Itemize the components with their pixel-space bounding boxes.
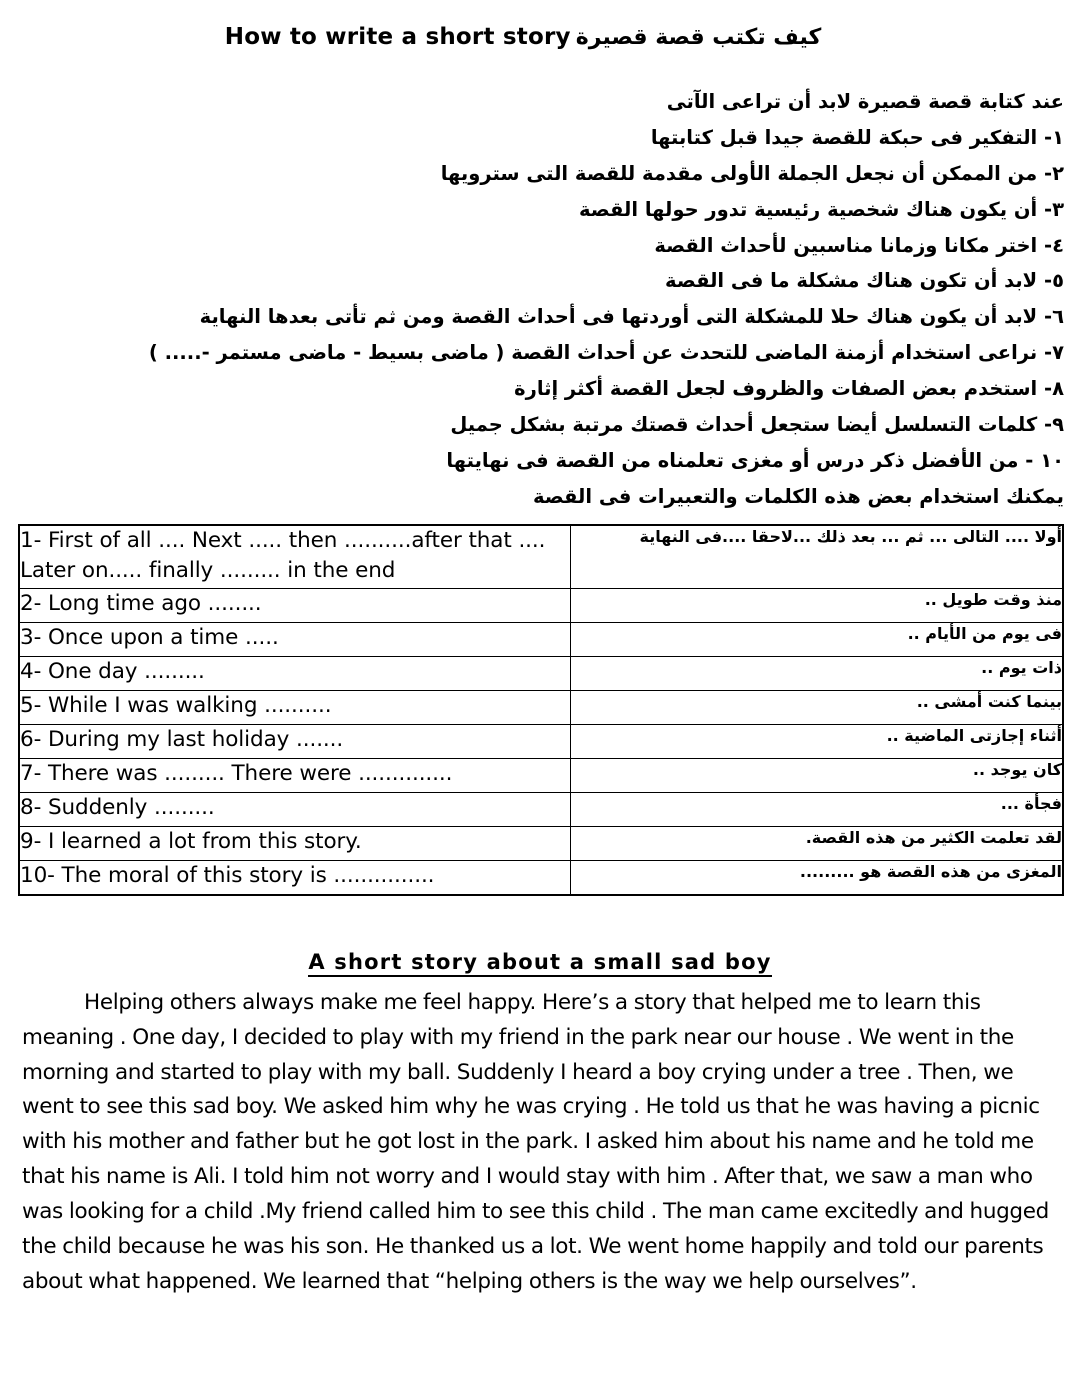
phrase-arabic-9: لقد تعلمت الكثير من هذه القصة.: [571, 827, 1064, 861]
story-body: Helping others always make me feel happy. Here’s a story that helped me to learn this meaning . One day, I decided to play with my friend in the park near our house . We went in the morning and started to play with my ball. Suddenly I heard a boy crying under a tree . Then, we went to see this sad boy. We asked him why he was crying . He told us that he was having a picnic with his mother and father but he got lost in the park. I asked him about his name and he told me that his name is Ali. I told him not worry and I would stay with him . After that, we saw a man who was looking for a child .My friend called him to see this child . The man came excitedly and hugged the child because he was his son. He thanked us a lot. We went home happily and told our parents about what happened. We learned that “helping others is the way we help ourselves”.: [22, 990, 1049, 1294]
table-row: [19, 589, 1063, 623]
phrase-arabic-5: بينما كنت أمشى ..: [571, 691, 1064, 725]
story-title: A short story about a small sad boy: [308, 950, 771, 977]
page-title-english: How to write a short story: [224, 24, 571, 50]
guideline-item-10: ١٠ - من الأفضل ذكر درس أو مغزى تعلمناه من القصة فى نهايتها: [446, 448, 1064, 472]
guideline-item-3: ٣- أن يكون هناك شخصية رئيسية تدور حولها القصة: [578, 197, 1064, 221]
guideline-item-1: ١- التفكير فى حبكة للقصة جيدا قبل كتابتها: [650, 125, 1064, 149]
phrase-english-1: 1- First of all .... Next ..... then ..........after that .... Later on..... finally ......... in the end: [19, 525, 571, 589]
phrase-arabic-3: فى يوم من الأيام ..: [571, 623, 1064, 657]
guideline-item-5: ٥- لابد أن تكون هناك مشكلة ما فى القصة: [665, 269, 1064, 293]
guidelines-outro: يمكنك استخدام بعض هذه الكلمات والتعبيرات فى القصة: [532, 484, 1064, 508]
table-row: [19, 525, 1063, 589]
table-row: [19, 759, 1063, 793]
phrase-english-2: 2- Long time ago ........: [19, 589, 571, 623]
phrase-english-3: 3- Once upon a time .....: [19, 623, 571, 657]
phrase-english-5: 5- While I was walking ..........: [19, 691, 571, 725]
phrase-arabic-2: منذ وقت طويل ..: [571, 589, 1064, 623]
table-row: [19, 861, 1063, 896]
guideline-item-8: ٨- استخدم بعض الصفات والظروف لجعل القصة أكثر إثارة: [514, 377, 1064, 400]
phrase-arabic-7: كان يوجد ..: [571, 759, 1064, 793]
phrase-arabic-10: المغزى من هذه القصة هو .........: [571, 861, 1064, 896]
guideline-item-9: ٩- كلمات التسلسل أيضا ستجعل أحداث قصتك مرتبة بشكل جميل: [450, 412, 1064, 436]
guideline-item-4: ٤- اختر مكانا وزمانا مناسبين لأحداث القصة: [654, 233, 1064, 257]
table-row: [19, 623, 1063, 657]
guideline-item-7: ٧- نراعى استخدام أزمنة الماضى للتحدث عن أحداث القصة ( ماضى بسيط - ماضى مستمر -..... ): [148, 341, 1064, 365]
phrase-arabic-6: أثناء إجازتى الماضية ..: [571, 725, 1064, 759]
table-row: [19, 827, 1063, 861]
table-row: [19, 691, 1063, 725]
table-row: [19, 657, 1063, 691]
phrase-english-6: 6- During my last holiday .......: [19, 725, 571, 759]
phrase-arabic-8: فجأة ...: [571, 793, 1064, 827]
arabic-guidelines-list: [14, 84, 1064, 515]
phrase-english-4: 4- One day .........: [19, 657, 571, 691]
phrase-english-9: 9- I learned a lot from this story.: [19, 827, 571, 861]
phrase-arabic-1: أولا .... التالى ... ثم ... بعد ذلك ...لاحقا ....فى النهاية: [571, 525, 1064, 589]
table-row: [19, 725, 1063, 759]
phrase-english-7: 7- There was ......... There were ..............: [19, 759, 571, 793]
phrase-english-10: 10- The moral of this story is ...............: [19, 861, 571, 896]
guideline-item-6: ٦- لابد أن يكون هناك حلا للمشكلة التى أوردتها فى أحداث القصة ومن ثم تأتى بعدها النهاية: [199, 305, 1064, 329]
phrase-english-8: 8- Suddenly .........: [19, 793, 571, 827]
table-row: [19, 793, 1063, 827]
guidelines-intro: عند كتابة قصة قصيرة لابد أن تراعى الآتى: [666, 90, 1064, 113]
phrases-table: [18, 524, 1064, 896]
phrases-table-container: [18, 524, 1064, 896]
page-title-arabic: كيف تكتب قصة قصيرة: [575, 24, 822, 50]
guideline-item-2: ٢- من الممكن أن نجعل الجملة الأولى مقدمة للقصة التى سترويها: [440, 161, 1064, 185]
page-header: [0, 24, 1080, 50]
story-title-container: [0, 950, 1080, 974]
phrase-arabic-4: ذات يوم ..: [571, 657, 1064, 691]
